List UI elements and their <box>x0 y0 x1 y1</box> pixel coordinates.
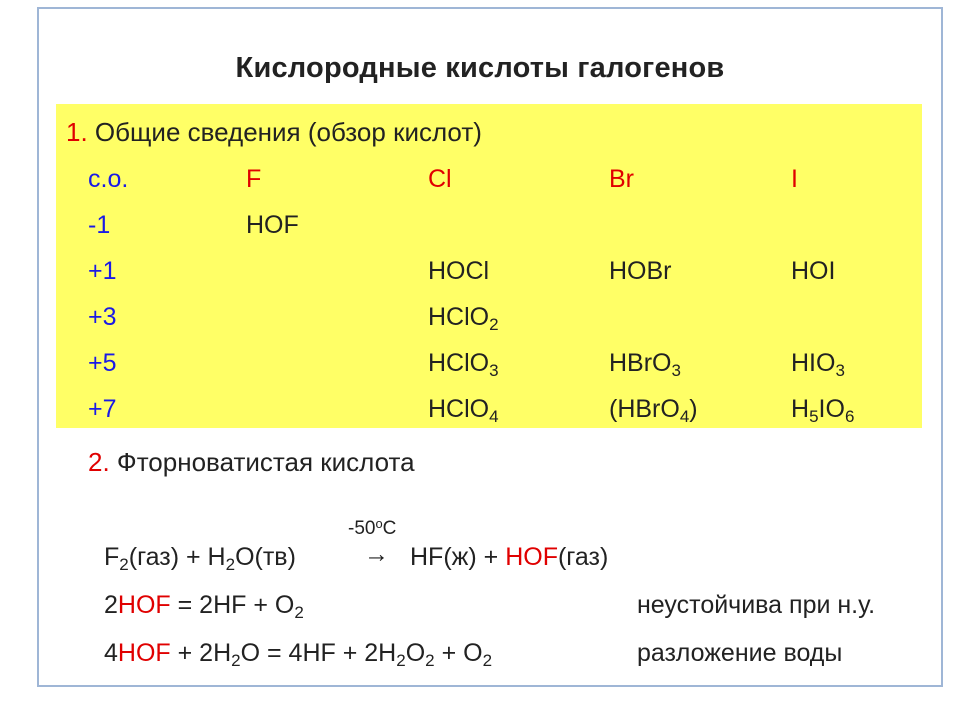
header-iodine: I <box>791 165 798 193</box>
section-2-text: Фторноватистая кислота <box>116 447 415 477</box>
acid-formula: HOCl <box>428 257 490 285</box>
row-oxidation-state: +1 <box>88 257 117 285</box>
row-oxidation-state: +7 <box>88 395 117 423</box>
acid-formula: HClO$_2$ <box>428 303 499 334</box>
header-bromine: Br <box>609 165 634 193</box>
section-1-number: 1. <box>66 117 88 147</box>
reaction-2-note: неустойчива при н.у. <box>637 591 876 619</box>
header-oxidation-state: с.о. <box>88 165 129 193</box>
reaction-3: $4HOF + 2H_2O = 4HF + 2H_2O_2 + O_2$ <box>104 639 493 670</box>
reaction-1-products: HF(ж) + HOF(газ) <box>410 543 609 571</box>
header-chlorine: Cl <box>428 165 452 193</box>
acid-formula: HBrO$_3$ <box>609 349 681 380</box>
row-oxidation-state: -1 <box>88 211 111 239</box>
reaction-2: $2HOF = 2HF + O_2$ <box>104 591 304 622</box>
acid-formula: (HBrO$_4$) <box>609 395 698 426</box>
acid-formula: HClO$_3$ <box>428 349 499 380</box>
header-fluorine: F <box>246 165 262 193</box>
row-oxidation-state: +5 <box>88 349 117 377</box>
section-1-heading <box>66 117 482 148</box>
reaction-arrow-icon: → <box>364 540 389 568</box>
acid-formula: $H_5IO_6$ <box>791 395 855 426</box>
acid-formula: HOBr <box>609 257 672 285</box>
acid-formula: HOF <box>246 211 299 239</box>
reaction-condition: -50$^o$C <box>348 516 397 539</box>
section-2-heading <box>88 447 415 478</box>
acid-formula: HOI <box>791 257 836 285</box>
slide-title: Кислородные кислоты галогенов <box>235 52 725 84</box>
acid-formula: $HIO_3$ <box>791 349 845 380</box>
acid-formula: HClO$_4$ <box>428 395 499 426</box>
section-2-number: 2. <box>88 447 110 477</box>
row-oxidation-state: +3 <box>88 303 117 331</box>
reaction-1-reactants: $F_2(газ) + H_2O(тв)$ <box>104 543 296 574</box>
reaction-3-note: разложение воды <box>637 639 843 667</box>
section-1-text: Общие сведения (обзор кислот) <box>94 117 482 147</box>
